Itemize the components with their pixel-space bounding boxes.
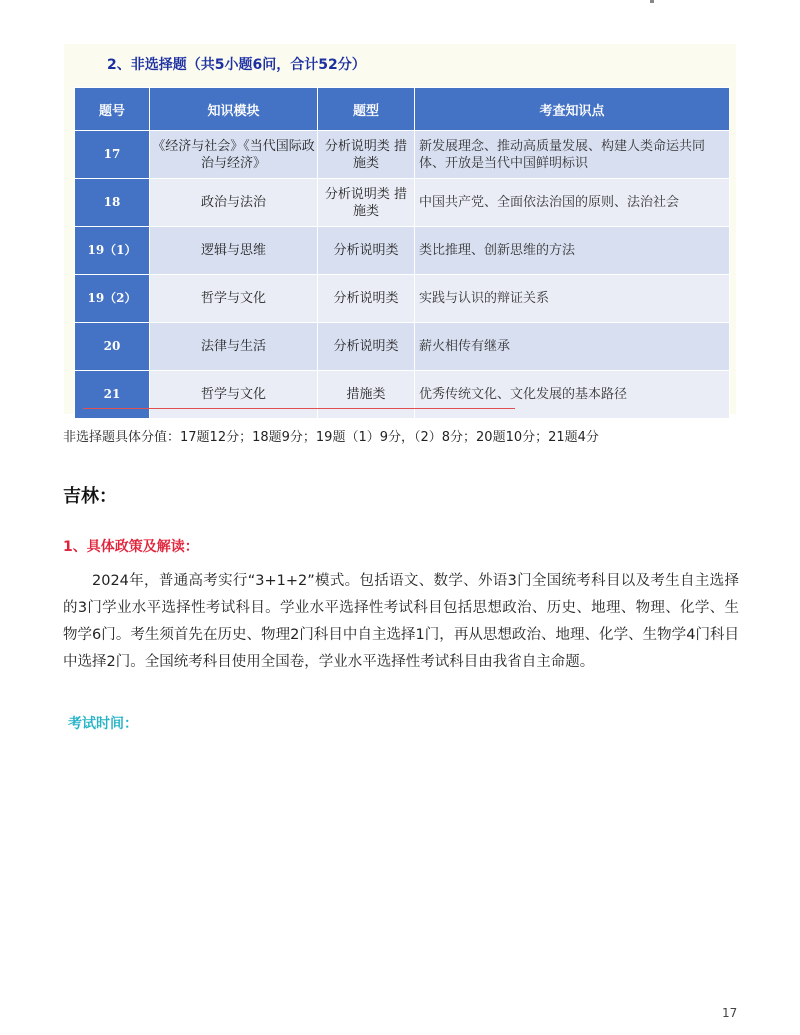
cell-type: 分析说明类 措施类 bbox=[318, 179, 415, 227]
header-question-no: 题号 bbox=[75, 88, 150, 131]
score-note: 非选择题具体分值：17题12分；18题9分；19题（1）9分，（2）8分；20题10分；21题4分 bbox=[63, 430, 599, 445]
table-row bbox=[75, 131, 730, 179]
cell-points: 中国共产党、全面依法治国的原则、法治社会 bbox=[415, 179, 730, 227]
cell-module: 政治与法治 bbox=[150, 179, 318, 227]
header-points: 考查知识点 bbox=[415, 88, 730, 131]
cell-points: 实践与认识的辩证关系 bbox=[415, 275, 730, 323]
exam-structure-figure bbox=[64, 44, 736, 414]
policy-paragraph: 2024年，普通高考实行“3+1+2”模式。包括语文、数学、外语3门全国统考科目以及考生自主选择的3门学业水平选择性考试科目。学业水平选择性考试科目包括思想政治、历史、地理、物理、化学、生物学6门。考生须首先在历史、物理2门科目中自主选择1门，再从思想政治、地理、化学、生物学4门科目中选择2门。全国统考科目使用全国卷，学业水平选择性考试科目由我省自主命题。 bbox=[63, 573, 739, 670]
knowledge-table bbox=[74, 87, 730, 419]
top-edge-mark bbox=[650, 0, 654, 3]
cell-question-no: 19（2） bbox=[75, 275, 150, 323]
page-number: 17 bbox=[722, 1006, 738, 1020]
cell-type: 分析说明类 bbox=[318, 275, 415, 323]
cell-question-no: 21 bbox=[75, 371, 150, 419]
cell-module: 哲学与文化 bbox=[150, 371, 318, 419]
cell-points: 新发展理念、推动高质量发展、构建人类命运共同体、开放是当代中国鲜明标识 bbox=[415, 131, 730, 179]
red-underline-divider bbox=[83, 408, 515, 409]
cell-type: 分析说明类 措施类 bbox=[318, 131, 415, 179]
table-row bbox=[75, 275, 730, 323]
table-row bbox=[75, 371, 730, 419]
cell-type: 分析说明类 bbox=[318, 227, 415, 275]
cell-question-no: 17 bbox=[75, 131, 150, 179]
table-header-row bbox=[75, 88, 730, 131]
header-module: 知识模块 bbox=[150, 88, 318, 131]
table-row bbox=[75, 323, 730, 371]
cell-points: 优秀传统文化、文化发展的基本路径 bbox=[415, 371, 730, 419]
cell-points: 薪火相传有继承 bbox=[415, 323, 730, 371]
cell-type: 措施类 bbox=[318, 371, 415, 419]
section-heading-policy: 1、具体政策及解读： bbox=[63, 539, 199, 555]
header-type: 题型 bbox=[318, 88, 415, 131]
region-heading: 吉林： bbox=[63, 486, 117, 507]
cell-module: 法律与生活 bbox=[150, 323, 318, 371]
table-row bbox=[75, 179, 730, 227]
exam-time-heading: 考试时间： bbox=[68, 716, 138, 732]
cell-question-no: 18 bbox=[75, 179, 150, 227]
cell-module: 逻辑与思维 bbox=[150, 227, 318, 275]
cell-question-no: 19（1） bbox=[75, 227, 150, 275]
cell-question-no: 20 bbox=[75, 323, 150, 371]
cell-points: 类比推理、创新思维的方法 bbox=[415, 227, 730, 275]
figure-title: 2、非选择题（共5小题6问，合计52分） bbox=[107, 57, 366, 73]
cell-type: 分析说明类 bbox=[318, 323, 415, 371]
cell-module: 《经济与社会》《当代国际政治与经济》 bbox=[150, 131, 318, 179]
cell-module: 哲学与文化 bbox=[150, 275, 318, 323]
table-row bbox=[75, 227, 730, 275]
